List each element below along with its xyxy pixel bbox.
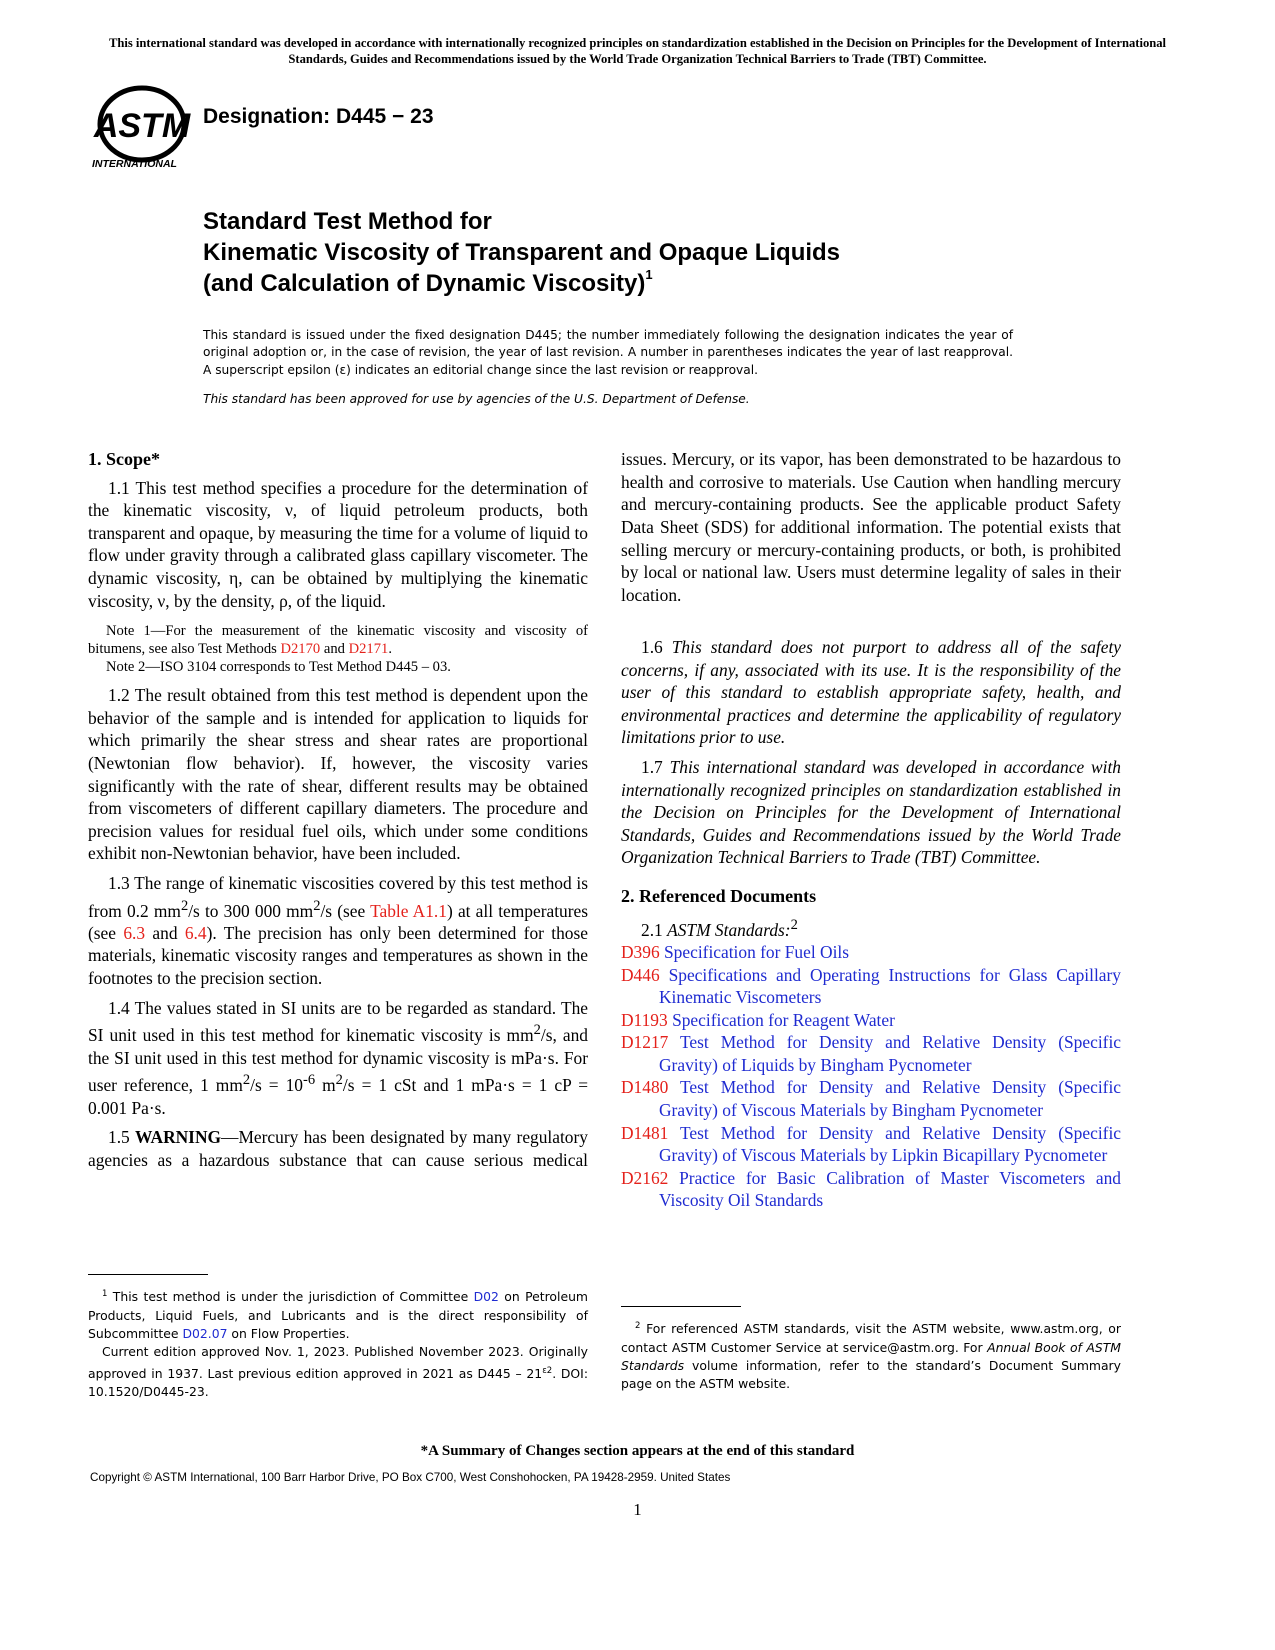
footnotes-left	[88, 1274, 588, 1402]
reference-title[interactable]: Specification for Fuel Oils	[664, 941, 849, 962]
reference-code[interactable]: D1217	[621, 1032, 669, 1053]
tbt-notice: This international standard was developed in accordance with internationally recognized principles on standardization established in the Decision on Principles for the Development of International Standards, Guides and Recommendations issued by the World Trade Organization Technical Barriers to Trade (TBT) Committee.	[108, 36, 1167, 66]
reference-list	[621, 941, 1121, 1212]
title-line-3: (and Calculation of Dynamic Viscosity)$^1$	[203, 267, 653, 297]
reference-code[interactable]: D396	[621, 941, 660, 962]
link-d2171[interactable]: D2171	[348, 641, 389, 658]
reference-item[interactable]	[621, 941, 1121, 964]
reference-title[interactable]: Test Method for Density and Relative Density (Specific Gravity) of Viscous Materials by Lipkin Bicapillary Pycnometer	[659, 1122, 1121, 1166]
page-number: 1	[633, 1500, 642, 1519]
para-1-2: 1.2 The result obtained from this test method is dependent upon the behavior of the sample and is intended for application to liquids for which primarily the shear stress and shear rates are proportional (Newtonian flow behavior). If, however, the viscosity varies significantly with the rate of shear, different results may be obtained from viscometers of different capillary diameters. The procedure and precision values for residual fuel oils, which under some conditions exhibit non-Newtonian behavior, have been included.	[88, 685, 588, 864]
link-table-a1-1[interactable]: Table A1.1	[370, 900, 447, 921]
reference-title[interactable]: Specification for Reagent Water	[672, 1009, 895, 1030]
issued-statement: This standard is issued under the fixed designation D445; the number immediately following the designation indicates the year of original adoption or, in the case of revision, the year of last revision. A number in parentheses indicates the year of last reapproval. A superscript epsilon (ε) indicates an editorial change since the last revision or reapproval.	[203, 328, 1013, 377]
footnote-rule	[88, 1274, 208, 1275]
para-1-3: 1.3 The range of kinematic viscosities covered by this test method is from 0.2 $mm^2/s$ to 300 000 $mm^2/s$ (see Table A1.1) at all temperatures (see 6.3 and 6.4). The precision has only been determined for those materials, kinematic viscosity ranges and temperatures as shown in the footnotes to the precision section.	[88, 872, 589, 989]
footnote-rule	[621, 1306, 741, 1307]
notes	[88, 622, 588, 676]
link-6-3[interactable]: 6.3	[123, 922, 146, 943]
title-line-1: Standard Test Method for	[203, 208, 492, 235]
right-column	[621, 448, 1121, 1212]
reference-item[interactable]	[621, 1031, 1121, 1076]
link-d02-07[interactable]: D02.07	[182, 1325, 228, 1341]
link-d02[interactable]: D02	[473, 1289, 499, 1305]
footnote-1-edition: Current edition approved Nov. 1, 2023. Published November 2023. Originally approved in 1937. Last previous edition approved in 2021 as $D445 - 21^{\varepsilon 2}$. DOI: 10.1520/D0445-23.	[88, 1344, 589, 1400]
dod-approval: This standard has been approved for use by agencies of the U.S. Department of Defense.	[203, 392, 750, 406]
reference-item[interactable]	[621, 964, 1121, 1009]
references-heading: 2. Referenced Documents	[621, 885, 817, 906]
reference-title[interactable]: Test Method for Density and Relative Density (Specific Gravity) of Liquids by Bingham Pycnometer	[659, 1032, 1121, 1075]
note-2: Note 2—ISO 3104 corresponds to Test Method D445 – 03.	[106, 659, 451, 676]
footnote-1: $^1$ This test method is under the jurisdiction of Committee D02 on Petroleum Products, Liquid Fuels, and Lubricants and is the direct responsibility of Subcommittee D02.07 on Flow Properties.	[88, 1289, 588, 1341]
footnotes-right	[621, 1306, 1121, 1394]
note-1: Note 1—For the measurement of the kinematic viscosity and viscosity of bitumens, see also Test Methods D2170 and D2171.	[88, 623, 588, 658]
para-1-5-start: 1.5 WARNING—Mercury has been designated by many regulatory agencies as a hazardous substance that can cause serious medical	[88, 1127, 588, 1170]
reference-code[interactable]: D1481	[621, 1122, 669, 1143]
left-column	[88, 448, 588, 1178]
reference-item[interactable]	[621, 1122, 1121, 1167]
reference-code[interactable]: D446	[621, 964, 660, 985]
para-1-4: 1.4 The values stated in SI units are to be regarded as standard. The SI unit used in this test method for kinematic viscosity is $mm^2/s$, and the SI unit used in this test method for dynamic viscosity is mPa·s. For user reference, 1 $mm^2/s = 10^{-6}$ $m^2/s = 1$ cSt and 1 mPa·s = 1 cP = 0.001 Pa·s.	[88, 997, 589, 1118]
svg-text:ASTM: ASTM	[93, 107, 191, 145]
reference-title[interactable]: Specifications and Operating Instructions for Glass Capillary Kinematic Viscometers	[659, 964, 1121, 1008]
reference-item[interactable]	[621, 1076, 1121, 1121]
link-6-4[interactable]: 6.4	[184, 922, 207, 943]
reference-code[interactable]: D1480	[621, 1077, 669, 1098]
designation: Designation: D445 − 23	[203, 105, 434, 128]
para-1-1: 1.1 This test method specifies a procedure for the determination of the kinematic viscosity, ν, of liquid petroleum products, both transparent and opaque, by measuring the time for a volume of liquid to flow under gravity through a calibrated glass capillary viscometer. The dynamic viscosity, η, can be obtained by multiplying the kinematic viscosity, ν, by the density, ρ, of the liquid.	[88, 477, 588, 611]
para-1-5-continued: issues. Mercury, or its vapor, has been demonstrated to be hazardous to health and corrosive to materials. Use Caution when handling mercury and mercury-containing products. See the applicable product Safety Data Sheet (SDS) for additional information. The potential exists that selling mercury or mercury-containing products, or both, is prohibited by local or national law. Users must determine legality of sales in their location.	[621, 449, 1121, 605]
document-title	[203, 206, 840, 299]
reference-item[interactable]	[621, 1009, 1121, 1032]
title-line-2: Kinematic Viscosity of Transparent and Opaque Liquids	[203, 239, 841, 266]
footnote-2: $^2$ For referenced ASTM standards, visit the ASTM website, www.astm.org, or contact ASTM Customer Service at service@astm.org. For Annual Book of ASTM Standards volume information, refer to the standard’s Document Summary page on the ASTM website.	[621, 1321, 1121, 1392]
reference-title[interactable]: Practice for Basic Calibration of Master Viscometers and Viscosity Oil Standards	[659, 1167, 1121, 1211]
para-1-6: 1.6 This standard does not purport to address all of the safety concerns, if any, associated with its use. It is the responsibility of the user of this standard to establish appropriate safety, health, and environmental practices and determine the applicability of regulatory limitations prior to use.	[621, 637, 1122, 748]
copyright: Copyright © ASTM International, 100 Barr Harbor Drive, PO Box C700, West Conshohocken, PA 19428-2959. United States	[90, 1471, 731, 1484]
logo-caption: INTERNATIONAL	[92, 158, 177, 170]
reference-item[interactable]	[621, 1167, 1121, 1212]
warning-label: WARNING	[135, 1127, 222, 1148]
title-footnote-mark[interactable]: 1	[645, 267, 653, 282]
reference-code[interactable]: D1193	[621, 1009, 668, 1030]
para-1-7: 1.7 This international standard was developed in accordance with internationally recognized principles on standardization established in the Decision on Principles for the Development of International Standards, Guides and Recommendations issued by the World Trade Organization Technical Barriers to Trade (TBT) Committee.	[621, 756, 1121, 868]
reference-title[interactable]: Test Method for Density and Relative Density (Specific Gravity) of Viscous Materials by Bingham Pycnometer	[659, 1077, 1121, 1121]
summary-of-changes-note: *A Summary of Changes section appears at the end of this standard	[420, 1443, 855, 1459]
scope-heading: 1. Scope*	[88, 449, 160, 469]
reference-code[interactable]: D2162	[621, 1167, 669, 1188]
astm-standards-label: 2.1 ASTM Standards:$^2$	[641, 916, 798, 940]
link-d2170[interactable]: D2170	[280, 641, 321, 658]
